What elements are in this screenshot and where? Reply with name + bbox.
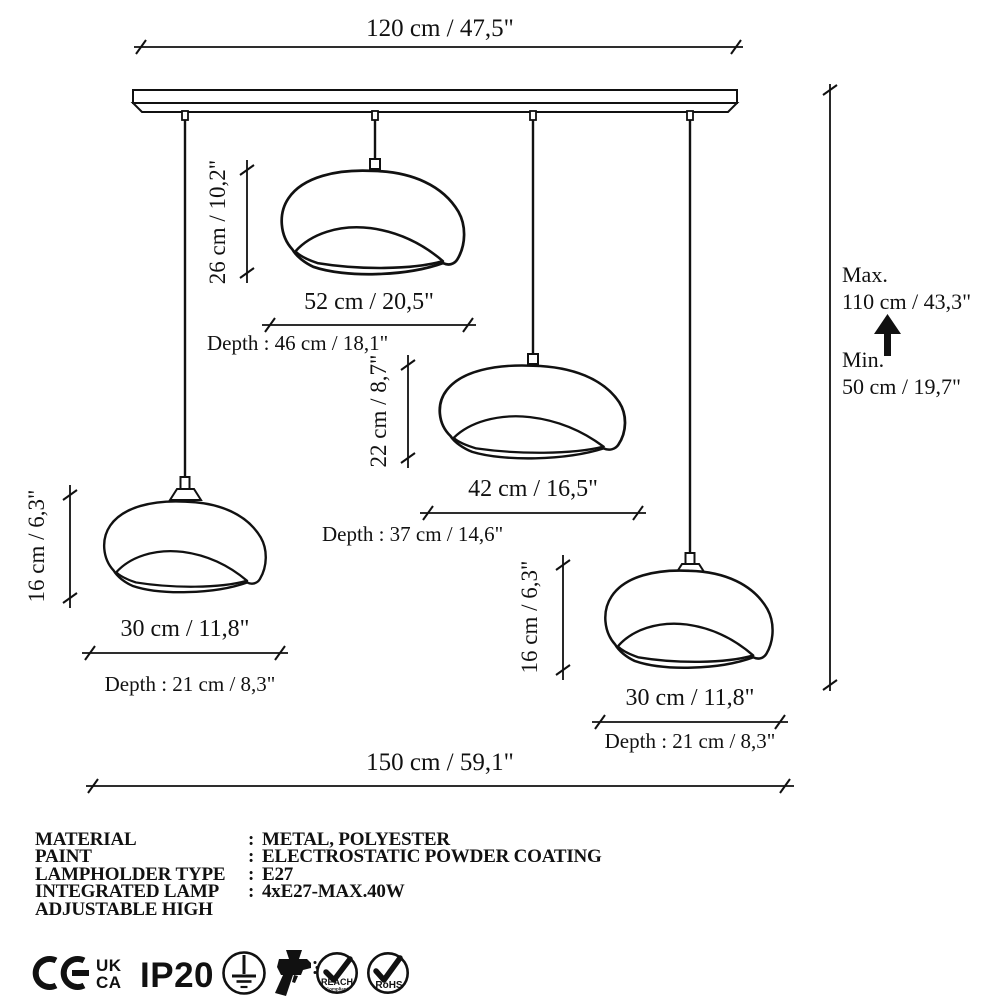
dim-30-right-width-line [592,715,788,729]
spec-label: LAMPHOLDER TYPE [35,863,226,885]
dim-rail-label: 120 cm / 47,5" [366,15,514,42]
spec-value [262,901,675,918]
reach-sub-label: Compliant [326,986,348,992]
dim-30-left-width-line [82,646,288,660]
ce-mark-icon [36,959,89,987]
spec-row-adjustable-high [35,898,675,920]
lamp-52 [282,159,464,274]
reach-label: REACH [320,977,354,987]
ip-rating-label: IP20 [140,956,214,995]
lamp-42 [440,354,625,458]
dim-42-width-label: 42 cm / 16,5" [468,476,598,502]
lamp-socket-icon [370,159,380,169]
dim-30-right-height-line [556,555,570,680]
spec-label: MATERIAL [35,829,137,850]
spec-value: 4xE27-MAX.40W [262,881,405,903]
dim-30-left-height-label: 16 cm / 6,3" [24,489,49,603]
ukca-mark-icon [96,956,122,992]
lamp-socket-icon [528,354,538,364]
rohs-badge-icon [368,953,407,992]
rohs-label: RoHS [375,980,403,991]
min-label: Min. [842,347,885,372]
ukca-line1: UK [96,956,122,975]
dim-42-height-line [401,355,415,468]
lamp-30-left [104,477,266,592]
dim-30-left-width-label: 30 cm / 11,8" [120,616,250,642]
ukca-line2: CA [96,973,122,992]
spec-label: PAINT [35,846,92,868]
spec-colon [248,901,262,918]
spec-value: METAL, POLYESTER [262,829,450,850]
dim-52-height-line [240,160,254,283]
lamp-collar-icon [170,489,201,500]
spec-colon: : [248,863,255,885]
earth-ground-icon [224,953,265,994]
reach-badge-icon [317,953,356,992]
dim-52-width-label: 52 cm / 20,5" [304,289,434,315]
dim-42-depth-label: Depth : 37 cm / 14,6" [322,522,504,546]
dim-52-width-line [262,318,476,332]
lamp-30-right [605,553,772,668]
spec-value: ELECTROSTATIC POWDER COATING [262,846,602,868]
max-value: 110 cm / 43,3" [842,289,972,314]
dim-30-right-depth-label: Depth : 21 cm / 8,3" [604,729,776,753]
dim-52-height-label: 26 cm / 10,2" [205,159,230,285]
dim-42-height-label: 22 cm / 8,7" [366,354,391,468]
spec-colon: : [248,846,255,868]
spec-table [35,831,675,918]
lamp-socket-icon [181,477,190,489]
dim-30-right-width-label: 30 cm / 11,8" [625,685,755,711]
dim-overall-line [86,779,794,793]
spec-value: E27 [262,863,294,885]
spec-colon: : [248,829,255,850]
spec-colon: : [248,881,255,903]
max-label: Max. [842,262,888,287]
spec-row-integrated-lamp [35,881,675,903]
dim-52-depth-label: Depth : 46 cm / 18,1" [207,331,389,355]
dim-30-left-depth-label: Depth : 21 cm / 8,3" [104,672,276,696]
dim-height-line [823,84,837,691]
dim-overall-label: 150 cm / 59,1" [366,749,514,776]
spec-label: ADJUSTABLE HIGH [35,898,213,920]
spray-gun-icon [275,950,319,996]
check-icon [376,958,400,980]
dim-30-left-height-line [63,485,77,608]
ceiling-rail [133,90,737,112]
dim-30-right-height-label: 16 cm / 6,3" [517,560,542,674]
min-value: 50 cm / 19,7" [842,374,961,399]
spec-label: INTEGRATED LAMP [35,881,220,903]
dim-rail-line [134,40,743,54]
dim-42-width-line [420,506,646,520]
